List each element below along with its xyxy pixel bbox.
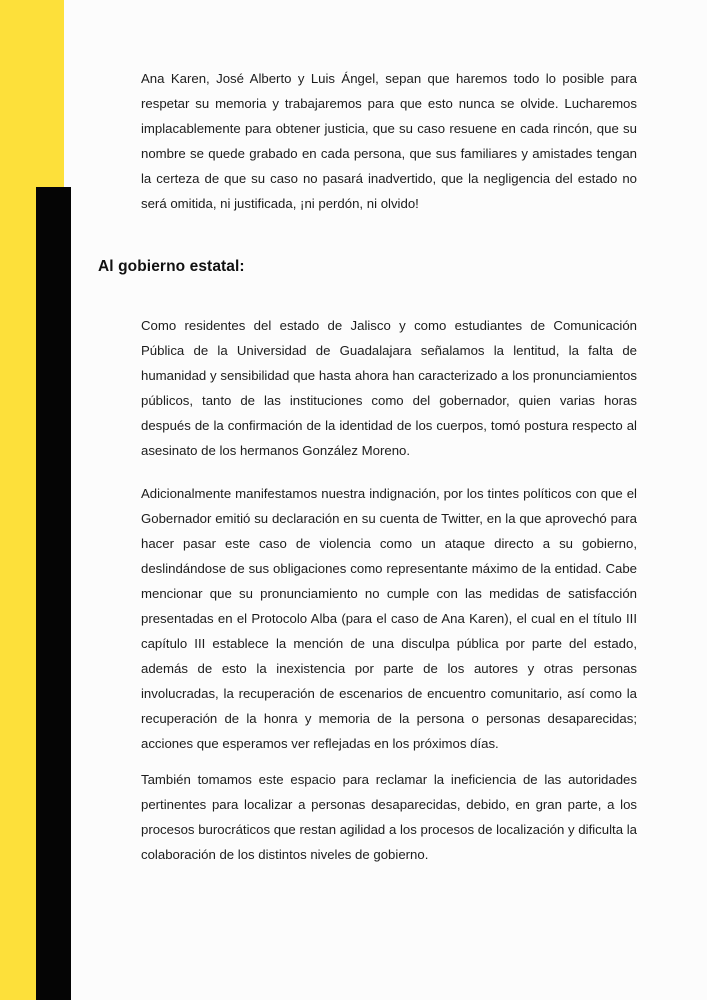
paragraph-residents: Como residentes del estado de Jalisco y como estudiantes de Comunicación Pública de la Universidad de Guadalajara señalamos la lentitud, la falta de humanidad y sensibilidad que hasta ahora han caracterizado a los pronunciamientos públicos, tanto de las instituciones como del gobernador, quien varias horas después de la confirmación de la identidad de los cuerpos, tomó postura respecto al asesinato de los hermanos González Moreno.: [141, 318, 637, 458]
paragraph-indignation: Adicionalmente manifestamos nuestra indignación, por los tintes políticos con que el Gobernador emitió su declaración en su cuenta de Twitter, en la que aprovechó para hacer pasar este caso de violencia como un ataque directo a su gobierno, deslindándose de sus obligaciones como representante máximo de la entidad. Cabe mencionar que su pronunciamiento no cumple con las medidas de satisfacción presentadas en el Protocolo Alba (para el caso de Ana Karen), el cual en el título III capítulo III establece la mención de una disculpa pública por parte del estado, además de esto la inexistencia por parte de los autores y otras personas involucradas, la recuperación de escenarios de encuentro comunitario, así como la recuperación de la honra y memoria de la persona o personas desaparecidas; acciones que esperamos ver reflejadas en los próximos días.: [141, 486, 637, 751]
paragraph-inefficiency: También tomamos este espacio para reclamar la ineficiencia de las autoridades pertinentes para localizar a personas desaparecidas, debido, en gran parte, a los procesos burocráticos que restan agilidad a los procesos de localización y dificulta la colaboración de los distintos niveles de gobierno.: [141, 772, 637, 862]
decorative-black-bar: [36, 187, 71, 1000]
paragraph-intro: Ana Karen, José Alberto y Luis Ángel, sepan que haremos todo lo posible para respetar su memoria y trabajaremos para que esto nunca se olvide. Lucharemos implacablemente para obtener justicia, que su caso resuene en cada rincón, que su nombre se quede grabado en cada persona, que sus familiares y amistades tengan la certeza de que su caso no pasará inadvertido, que la negligencia del estado no será omitida, ni justificada, ¡ni perdón, ni olvido!: [141, 71, 637, 211]
section-heading: Al gobierno estatal:: [98, 258, 245, 275]
